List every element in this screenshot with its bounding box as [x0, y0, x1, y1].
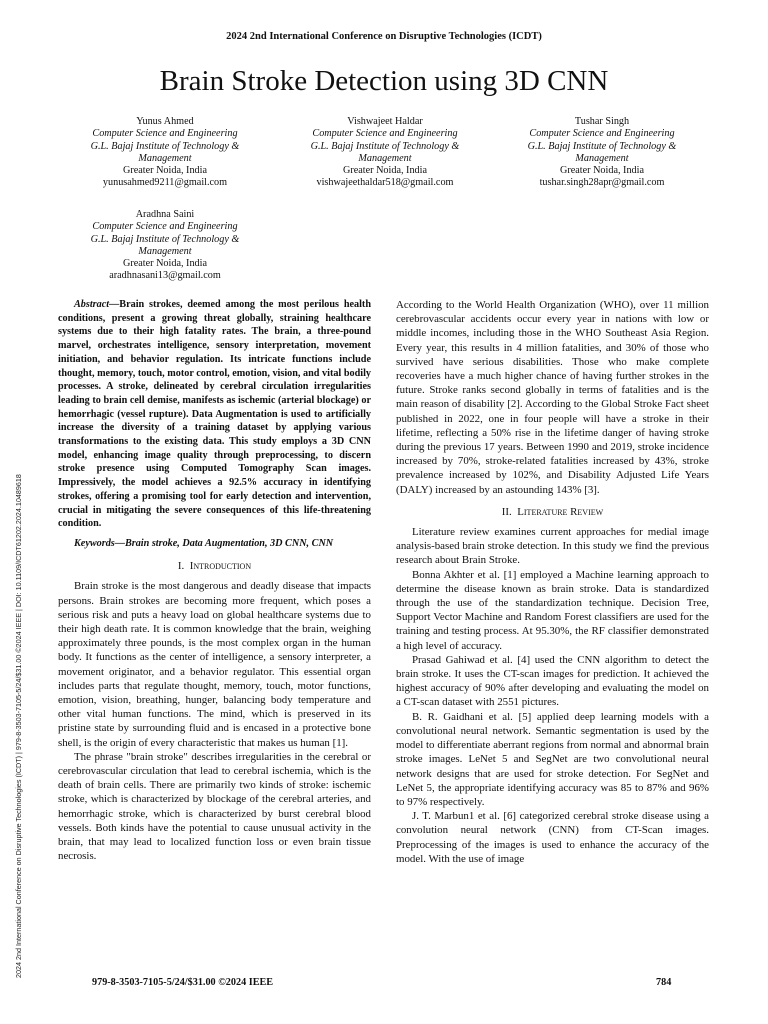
left-column: [58, 298, 371, 863]
section-heading-literature-review: [396, 505, 709, 519]
author-block: [492, 116, 712, 190]
doi-side-stamp: 2024 2nd International Conference on Disruptive Technologies (ICDT) | 979-8-3503-7105-5/24/$31.00 ©2024 IEEE | DOI: 10.1109/ICDT61202.2024.10489618: [14, 474, 23, 978]
author-department: Computer Science and Engineering: [92, 128, 238, 140]
author-department: Computer Science and Engineering: [529, 128, 675, 140]
literature-paragraph-2: Bonna Akhter et al. [1] employed a Machine learning approach to determine the disease known as brain stroke. Data is standardized through the use of the standardization technique. Decision Tree, Support Vector Machine and Random Forest classifiers are used for the training and testing process. At 95.30%, the RF classifier demonstrated a high level of accuracy.: [396, 568, 709, 652]
section-number: II.: [501, 505, 512, 518]
literature-paragraph-5: J. T. Marbun1 et al. [6] categorized cerebral stroke disease using a convolution neural network (CNN) from CT-Scan images. Preprocessing of the images is used to enhance the accuracy of the model. With the use of image: [396, 810, 709, 865]
author-block: [55, 116, 275, 190]
literature-paragraph-3: Prasad Gahiwad et al. [4] used the CNN algorithm to detect the brain stroke. It uses the CT-scan images for prediction. It achieved the highest accuracy of 90% after developing and evaluating the model on a CT-scan dataset with 2551 pictures.: [396, 653, 709, 709]
right-column: [396, 298, 709, 866]
author-email: yunusahmed9211@gmail.com: [102, 177, 228, 189]
literature-paragraph-1: Literature review examines current approaches for medial image analysis-based brain stroke detection. In this study we find the previous research about Brain Stroke.: [396, 526, 709, 567]
author-department: Computer Science and Engineering: [92, 221, 238, 233]
section-heading-introduction: [58, 559, 371, 573]
literature-paragraph-4: B. R. Gaidhani et al. [5] applied deep learning models with a convolutional neural network. Semantic segmentation is used by the model to differentiate aberrant regions from normal and abnormal brain stroke images. LeNet 5 and SegNet are two convolutional neural network designs that are used for stroke detection. For SegNet and LeNet 5, the appropriate identifying accuracy was 85 to 87% and 96% to 97% respectively.: [396, 710, 709, 808]
abstract-label: Abstract—: [74, 299, 120, 310]
abstract: [58, 298, 371, 531]
abstract-text: Brain strokes, deemed among the most perilous health conditions, present a growing threat globally, straining healthcare systems due to their high fatality rates. The brain, a three-pound marvel, orchestrates intelligence, sensory interpretation, movement initiation, and behavior regulation. Its intricate functions include thought, memory, touch, motor control, emotion, vision, and vital bodily processes. A stroke, delineated by cerebral circulation irregularities leading to brain cell demise, manifests as ischemic (arterial blockage) or hemorrhagic (vessel rupture). Data Augmentation is used to artificially increase the diversity of a training dataset by applying various transformations to the existing data. This study employs a 3D CNN model, enhancing image quality through preprocessing, to discern stroke presence using Computed Tomography Scan images. Impressively, the model achieves a 92.5% accuracy in identifying strokes, offering a promising tool for early detection and intervention, crucial in mitigating the severe consequences of this life-threatening condition.: [58, 299, 371, 530]
intro-paragraph-2: The phrase "brain stroke" describes irregularities in the cerebral or cerebrovascular circulation that lead to cerebral ischemia, which is the death of brain cells. There are primarily two kinds of stroke: ischemic stroke, which is characterized by blockage of the cerebral arteries, and hemorrhagic stroke, which is characterized by burst cerebral blood vessels. Both kinds have the potential to cause unusual activity in the brain, that may lead to localized function loss or even brain tissue necrosis.: [58, 750, 371, 863]
author-institution-cont: Management: [358, 152, 412, 164]
author-email: tushar.singh28apr@gmail.com: [539, 177, 665, 189]
author-institution: G.L. Bajaj Institute of Technology &: [310, 140, 460, 152]
section-title: Introduction: [189, 560, 252, 573]
section-title: Literature Review: [517, 505, 604, 518]
author-location: Greater Noida, India: [122, 258, 207, 270]
author-location: Greater Noida, India: [559, 165, 644, 177]
section-number: I.: [177, 560, 185, 573]
author-name: Vishwajeet Haldar: [347, 116, 423, 127]
author-location: Greater Noida, India: [122, 165, 207, 177]
author-department: Computer Science and Engineering: [312, 128, 458, 140]
author-institution-cont: Management: [575, 152, 629, 164]
footer-copyright: 979-8-3503-7105-5/24/$31.00 ©2024 IEEE: [92, 977, 274, 988]
intro-paragraph-1: Brain stroke is the most dangerous and deadly disease that impacts persons. Brain strokes are becoming more frequent, which poses a serious risk and puts a heavy load on global healthcare systems due to their high death rate. It is common knowledge that the brain, weighing approximately three pounds, is the most complex organ in the human body. It functions as the center of intelligence, a sensory interpreter, a movement originator, and a behavior regulator. This essential organ includes parts that regulate thought, memory, touch, motor functions, emotion, vision, breathing, hunger, balancing body temperature and other vital human functions. The mind, which is preserved in its pristine state by surrounding fluid and is encased in a protective bone shell, is the origin of every characteristic that makes us human [1].: [58, 580, 371, 749]
paper-title: Brain Stroke Detection using 3D CNN: [159, 65, 609, 97]
keywords: Keywords—Brain stroke, Data Augmentation, 3D CNN, CNN: [74, 537, 334, 549]
author-institution-cont: Management: [138, 245, 192, 257]
author-location: Greater Noida, India: [342, 165, 427, 177]
author-institution: G.L. Bajaj Institute of Technology &: [90, 233, 240, 245]
author-name: Aradhna Saini: [135, 209, 195, 220]
author-block: [275, 116, 495, 190]
author-email: aradhnasani13@gmail.com: [109, 270, 221, 282]
author-email: vishwajeethaldar518@gmail.com: [316, 177, 454, 189]
author-block: [55, 209, 275, 283]
conference-header: 2024 2nd International Conference on Disruptive Technologies (ICDT): [226, 31, 542, 42]
author-institution: G.L. Bajaj Institute of Technology &: [90, 140, 240, 152]
page-number: 784: [656, 977, 672, 988]
body-paragraph: According to the World Health Organization (WHO), over 11 million cerebrovascular accidents occur every year in nations with low or middle incomes, including those in the WHO Southeast Asia Region. Every year, this results in 4 million fatalities, and 30% of those who survived have serious disabilities. Those who make complete recoveries have a much higher chance of having further strokes in the future. Stroke ranks second globally in terms of fatalities and is the main reason of disability [2]. According to the Global Stroke Fact sheet published in 2022, one in four people will have a stroke in their lifetime, reflecting a 50% rise in the lifetime danger of having stroke during the previous 17 years. Between 1990 and 2019, stroke incidence increased by 70%, stroke-related fatalities increased by 43%, stroke prevalence increased by 102%, and Disability Adjusted Life Years (DALY) increased by an astounding 143% [3].: [396, 299, 709, 496]
author-name: Tushar Singh: [574, 116, 630, 127]
author-institution-cont: Management: [138, 152, 192, 164]
author-institution: G.L. Bajaj Institute of Technology &: [527, 140, 677, 152]
author-name: Yunus Ahmed: [136, 116, 194, 127]
